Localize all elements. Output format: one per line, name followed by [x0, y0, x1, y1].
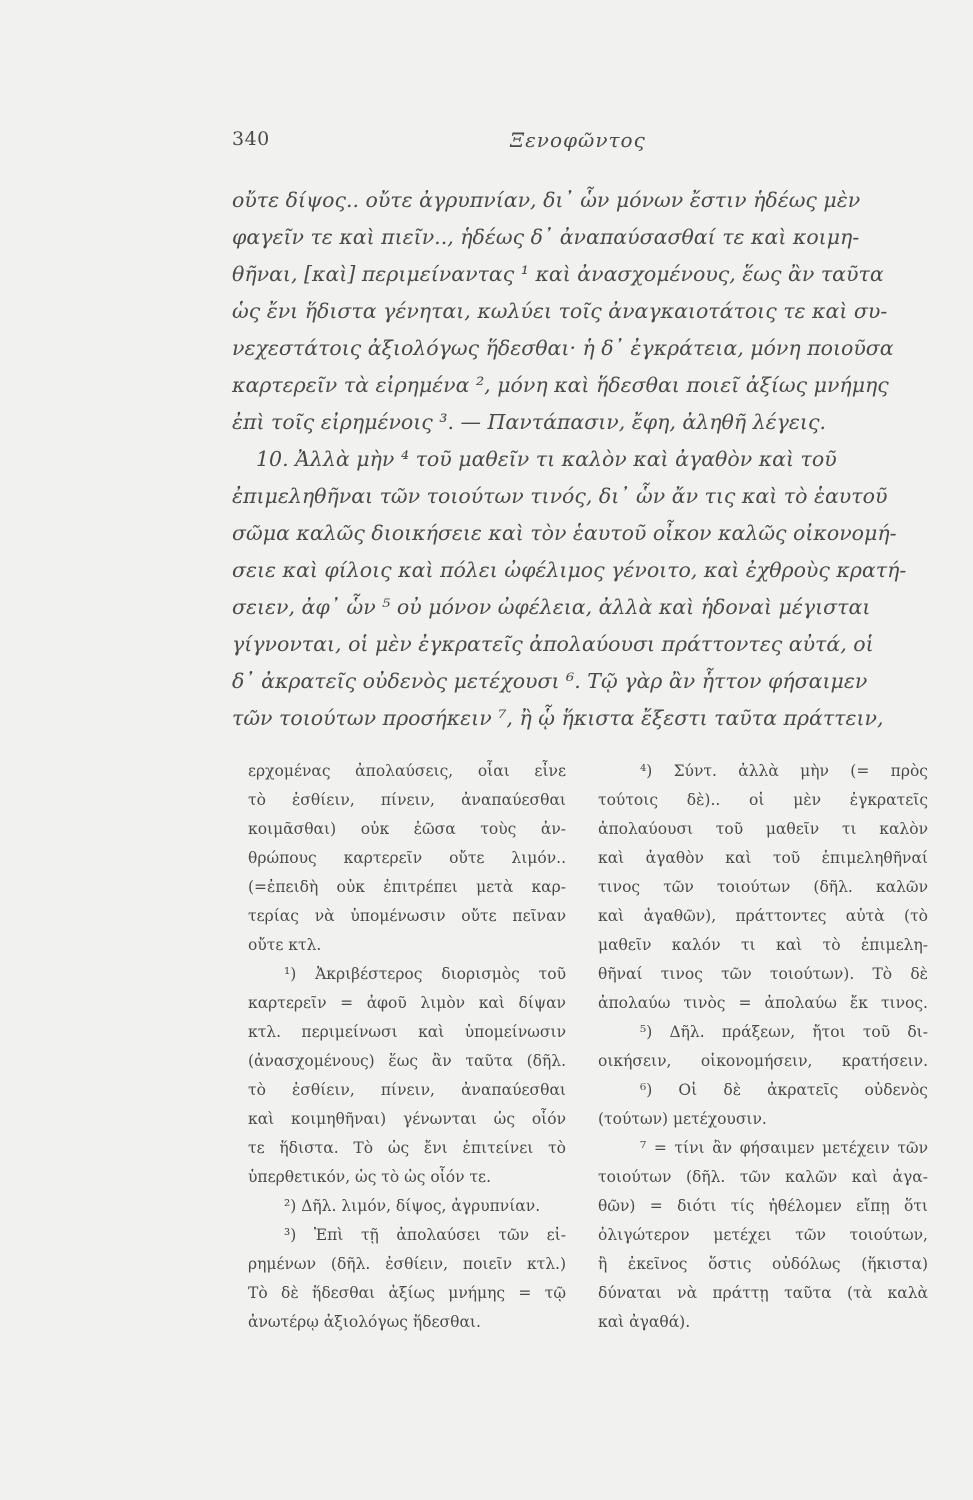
page-number: 340: [232, 128, 270, 150]
note-line: καὶ ἀγαθῶν), πράττοντες αὐτὰ (τὸ: [598, 907, 928, 925]
running-title: Ξενοφῶντος: [510, 128, 646, 152]
note-line: ερχομένας ἀπολαύσεις, οἷαι εἶνε: [248, 762, 566, 780]
note-line: καὶ κοιμηθῆναι) γένωνται ὡς οἷόν: [248, 1110, 566, 1128]
note-line: μαθεῖν καλόν τι καὶ τὸ ἐπιμελη-: [598, 936, 928, 954]
footnote-5: ⁵) Δῆλ. πράξεων, ἤτοι τοῦ δι-: [640, 1023, 928, 1041]
text-line: 10. Ἀλλὰ μὴν ⁴ τοῦ μαθεῖν τι καλὸν καὶ ἀγαθὸν καὶ τοῦ: [256, 447, 837, 471]
text-line: ὡς ἔνι ἥδιστα γένηται, κωλύει τοῖς ἀναγκαιοτάτοις τε καὶ συ-: [232, 299, 888, 323]
text-line: θῆναι, [καὶ] περιμείναντας ¹ καὶ ἀνασχομένους, ἕως ἂν ταῦτα: [232, 262, 884, 286]
text-line: ἐπὶ τοῖς εἰρημένοις ³. — Παντάπασιν, ἔφη, ἀληθῆ λέγεις.: [232, 410, 826, 434]
note-line: ὑπερθετικόν, ὡς τὸ ὡς οἷόν τε.: [248, 1168, 492, 1186]
note-line: καρτερεῖν = ἀφοῦ λιμὸν καὶ δίψαν: [248, 994, 566, 1012]
commentary-left-column: [248, 757, 566, 1337]
footnote-7: ⁷ = τίνι ἂν φήσαιμεν μετέχειν τῶν: [640, 1139, 928, 1157]
note-line: κτλ. περιμείνωσι καὶ ὑπομείνωσιν: [248, 1023, 566, 1041]
note-line: θῶν) = διότι τίς ἠθέλομεν εἴπῃ ὅτι: [598, 1197, 928, 1215]
note-line: καὶ ἀγαθά).: [598, 1313, 691, 1331]
footnote-3: ³) Ἐπὶ τῇ ἀπολαύσει τῶν εἰ-: [284, 1226, 566, 1244]
note-line: δύναται νὰ πράττῃ ταῦτα (τὰ καλὰ: [598, 1284, 928, 1302]
commentary-right-column: [598, 757, 928, 1337]
main-text-block: [232, 182, 907, 737]
note-line: θῆναί τινος τῶν τοιούτων). Τὸ δὲ: [598, 965, 928, 983]
note-line: (ἀνασχομένους) ἕως ἂν ταῦτα (δῆλ.: [248, 1052, 566, 1070]
note-line: κοιμᾶσθαι) οὐκ ἐῶσα τοὺς ἀν-: [248, 820, 566, 838]
text-line: καρτερεῖν τὰ εἰρημένα ², μόνη καὶ ἥδεσθαι ποιεῖ ἀξίως μνήμης: [232, 373, 889, 397]
text-line: νεχεστάτοις ἀξιολόγως ἥδεσθαι· ἡ δ᾿ ἐγκράτεια, μόνη ποιοῦσα: [232, 336, 894, 360]
note-line: Τὸ δὲ ἥδεσθαι ἀξίως μνήμης = τῷ: [248, 1284, 566, 1302]
text-line: σῶμα καλῶς διοικήσειε καὶ τὸν ἑαυτοῦ οἶκον καλῶς οἰκονομή-: [232, 521, 897, 545]
text-line: σειεν, ἀφ᾿ ὧν ⁵ οὐ μόνον ὠφέλεια, ἀλλὰ καὶ ἡδοναὶ μέγισται: [232, 595, 871, 619]
text-line: φαγεῖν τε καὶ πιεῖν.., ἡδέως δ᾿ ἀναπαύσασθαί τε καὶ κοιμη-: [232, 225, 860, 249]
note-line: οικήσειν, οἰκονομήσειν, κρατήσειν.: [598, 1052, 928, 1070]
footnote-6: ⁶) Οἱ δὲ ἀκρατεῖς οὐδενὸς: [640, 1081, 928, 1099]
note-line: ἀνωτέρῳ ἀξιολόγως ἥδεσθαι.: [248, 1313, 481, 1331]
text-line: ἐπιμεληθῆναι τῶν τοιούτων τινός, δι᾿ ὧν ἄν τις καὶ τὸ ἑαυτοῦ: [232, 484, 888, 508]
note-line: ἢ ἐκεῖνος ὅστις οὐδόλως (ἥκιστα): [598, 1255, 928, 1273]
note-line: τε ἥδιστα. Τὸ ὡς ἔνι ἐπιτείνει τὸ: [248, 1139, 566, 1157]
note-line: (τούτων) μετέχουσιν.: [598, 1110, 767, 1128]
note-line: τούτοις δὲ).. οἱ μὲν ἐγκρατεῖς: [598, 791, 928, 809]
text-line: οὔτε δίψος.. οὔτε ἀγρυπνίαν, δι᾿ ὧν μόνων ἔστιν ἡδέως μὲν: [232, 188, 861, 212]
running-head: [232, 128, 732, 158]
note-line: καὶ ἀγαθὸν καὶ τοῦ ἐπιμεληθῆναί: [598, 849, 928, 867]
note-line: οὔτε κτλ.: [248, 936, 322, 954]
note-line: ὀλιγώτερον μετέχει τῶν τοιούτων,: [598, 1226, 928, 1244]
note-line: τὸ ἐσθίειν, πίνειν, ἀναπαύεσθαι: [248, 1081, 566, 1099]
note-line: τερίας νὰ ὑπομένωσιν οὔτε πεῖναν: [248, 907, 566, 925]
note-line: (=ἐπειδὴ οὐκ ἐπιτρέπει μετὰ καρ-: [248, 878, 566, 896]
note-line: ἀπολαύουσι τοῦ μαθεῖν τι καλὸν: [598, 820, 928, 838]
footnote-2: ²) Δῆλ. λιμόν, δίψος, ἀγρυπνίαν.: [284, 1197, 541, 1215]
text-line: γίγνονται, οἱ μὲν ἐγκρατεῖς ἀπολαύουσι πράττοντες αὐτά, οἱ: [232, 632, 874, 656]
text-line: τῶν τοιούτων προσήκειν ⁷, ἢ ᾧ ἥκιστα ἔξεστι ταῦτα πράττειν,: [232, 706, 884, 730]
text-line: σειε καὶ φίλοις καὶ πόλει ὠφέλιμος γένοιτο, καὶ ἐχθροὺς κρατή-: [232, 558, 907, 582]
note-line: θρώπους καρτερεῖν οὔτε λιμόν..: [248, 849, 566, 867]
note-line: ἀπολαύω τινὸς = ἀπολαύω ἔκ τινος.: [598, 994, 928, 1012]
footnote-1: ¹) Ἀκριβέστερος διορισμὸς τοῦ: [284, 965, 566, 983]
note-line: τινος τῶν τοιούτων (δῆλ. καλῶν: [598, 878, 928, 896]
text-line: δ᾿ ἀκρατεῖς οὐδενὸς μετέχουσι ⁶. Τῷ γὰρ ἂν ἧττον φήσαιμεν: [232, 669, 868, 693]
note-line: ρημένων (δῆλ. ἐσθίειν, ποιεῖν κτλ.): [248, 1255, 566, 1273]
note-line: τοιούτων (δῆλ. τῶν καλῶν καὶ ἀγα-: [598, 1168, 928, 1186]
note-line: τὸ ἐσθίειν, πίνειν, ἀναπαύεσθαι: [248, 791, 566, 809]
footnote-4: ⁴) Σύντ. ἀλλὰ μὴν (= πρὸς: [640, 762, 928, 780]
